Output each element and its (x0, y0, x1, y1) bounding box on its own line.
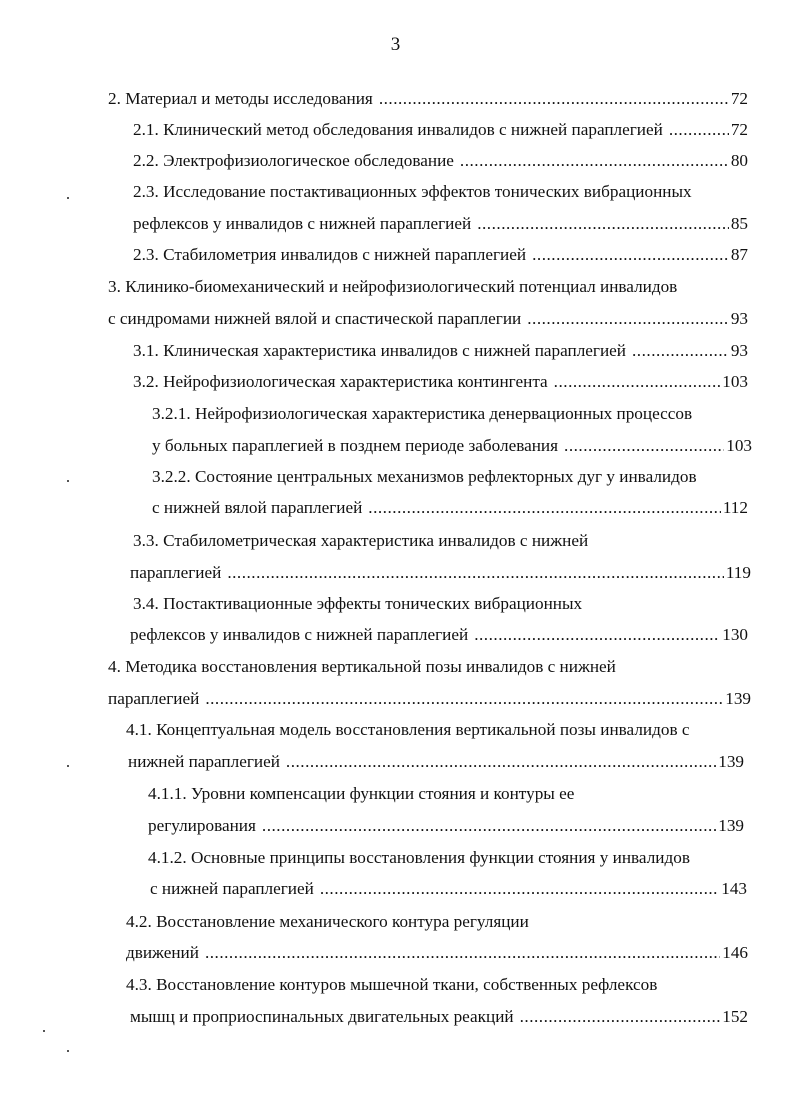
toc-entry (108, 88, 748, 110)
toc-entry-title: 3.1. Клиническая характеристика инвалидов с нижней параплегией (133, 341, 626, 360)
toc-entry-page: 103 (722, 372, 748, 391)
toc-entry (133, 213, 748, 235)
toc-entry (130, 1006, 748, 1028)
toc-entry-continued (126, 719, 690, 741)
toc-entry-title: 4.2. Восстановление механического контура регуляции (126, 912, 529, 931)
toc-entry-title: 3.3. Стабилометрическая характеристика инвалидов с нижней (133, 531, 589, 550)
toc-leader-dots (564, 435, 724, 457)
toc-entry (133, 340, 748, 362)
toc-entry-title: параплегией (108, 689, 200, 708)
toc-leader-dots (669, 119, 729, 141)
toc-entry-page: 139 (718, 816, 744, 835)
toc-entry-page: 119 (725, 563, 751, 582)
toc-entry-page: 139 (725, 689, 751, 708)
toc-leader-dots (205, 688, 723, 710)
toc-entry (130, 562, 751, 584)
toc-entry-page: 143 (721, 879, 747, 898)
toc-entry-page: 152 (722, 1007, 748, 1026)
toc-entry-title: с нижней параплегией (150, 879, 314, 898)
toc-entry-page: 103 (726, 436, 752, 455)
toc-entry-title: 2.1. Клинический метод обследования инвалидов с нижней параплегией (133, 120, 663, 139)
toc-entry-title: движений (126, 943, 199, 962)
toc-entry-title: 2. Материал и методы исследования (108, 89, 373, 108)
toc-leader-dots (632, 340, 729, 362)
toc-entry (133, 371, 748, 393)
toc-entry (128, 751, 744, 773)
toc-leader-dots (262, 815, 716, 837)
toc-leader-dots (527, 308, 729, 330)
toc-entry-page: 93 (730, 309, 748, 328)
toc-entry (133, 244, 748, 266)
toc-entry-page: 146 (722, 943, 748, 962)
toc-entry-continued (108, 276, 677, 298)
toc-entry-title: 4.3. Восстановление контуров мышечной ткани, собственных рефлексов (126, 975, 658, 994)
toc-entry-continued (126, 911, 529, 933)
toc-entry-title: 2.2. Электрофизиологическое обследование (133, 151, 454, 170)
toc-entry-title: с нижней вялой параплегией (152, 498, 363, 517)
toc-entry (152, 497, 748, 519)
toc-entry (150, 878, 747, 900)
toc-entry (130, 624, 748, 646)
toc-entry-page: 72 (730, 120, 748, 139)
toc-leader-dots (477, 213, 729, 235)
toc-leader-dots (320, 878, 719, 900)
toc-entry-title: 4.1.1. Уровни компенсации функции стояния и контуры ее (148, 784, 575, 803)
scan-speck (43, 1030, 45, 1032)
toc-entry (108, 688, 751, 710)
toc-entry-title: 3.2.1. Нейрофизиологическая характеристика денервационных процессов (152, 404, 693, 423)
toc-entry-page: 139 (718, 752, 744, 771)
page-number: 3 (390, 34, 401, 55)
toc-entry-page: 130 (722, 625, 748, 644)
toc-entry-title: 4.1.2. Основные принципы восстановления функции стояния у инвалидов (148, 848, 690, 867)
toc-leader-dots (368, 497, 721, 519)
toc-entry (108, 308, 748, 330)
toc-entry-continued (133, 593, 582, 615)
toc-entry (133, 119, 748, 141)
toc-entry-continued (152, 403, 692, 425)
toc-entry (148, 815, 744, 837)
toc-leader-dots (379, 88, 729, 110)
toc-entry-continued (133, 181, 692, 203)
toc-entry (133, 150, 748, 172)
scan-speck (67, 1050, 69, 1052)
toc-entry-title: регулирования (148, 816, 256, 835)
toc-entry-continued (148, 847, 690, 869)
toc-entry-title: 2.3. Стабилометрия инвалидов с нижней параплегией (133, 245, 527, 264)
toc-leader-dots (460, 150, 729, 172)
toc-entry-continued (133, 530, 588, 552)
toc-leader-dots (227, 562, 724, 584)
toc-leader-dots (474, 624, 720, 646)
toc-entry-title: параплегией (130, 563, 222, 582)
toc-entry-page: 80 (730, 151, 748, 170)
scan-speck (67, 480, 69, 482)
toc-leader-dots (286, 751, 716, 773)
toc-entry-page: 87 (730, 245, 748, 264)
toc-leader-dots (520, 1006, 721, 1028)
scan-speck (67, 197, 69, 199)
toc-entry-title: у больных параплегией в позднем периоде заболевания (152, 436, 559, 455)
toc-entry-title: 3.2. Нейрофизиологическая характеристика контингента (133, 372, 548, 391)
toc-leader-dots (532, 244, 729, 266)
toc-entry-title: 4.1. Концептуальная модель восстановления вертикальной позы инвалидов с (126, 720, 690, 739)
toc-entry-page: 112 (722, 498, 748, 517)
toc-entry-title: нижней параплегией (128, 752, 280, 771)
toc-entry-title: 3.4. Постактивационные эффекты тонических вибрационных (133, 594, 583, 613)
toc-entry-continued (152, 466, 697, 488)
toc-leader-dots (554, 371, 721, 393)
toc-leader-dots (205, 942, 720, 964)
toc-entry-title: рефлексов у инвалидов с нижней параплегией (133, 214, 472, 233)
toc-entry (152, 435, 752, 457)
toc-entry-page: 85 (730, 214, 748, 233)
toc-entry-title: с синдромами нижней вялой и спастической параплегии (108, 309, 522, 328)
scan-speck (67, 765, 69, 767)
toc-entry-title: 4. Методика восстановления вертикальной позы инвалидов с нижней (108, 657, 616, 676)
toc-entry-continued (126, 974, 657, 996)
toc-entry-title: 2.3. Исследование постактивационных эффектов тонических вибрационных (133, 182, 692, 201)
toc-entry-title: 3.2.2. Состояние центральных механизмов рефлекторных дуг у инвалидов (152, 467, 697, 486)
toc-entry-continued (148, 783, 574, 805)
toc-entry-page: 93 (730, 341, 748, 360)
toc-entry-title: 3. Клинико-биомеханический и нейрофизиологический потенциал инвалидов (108, 277, 678, 296)
toc-entry-title: мышц и проприоспинальных двигательных реакций (130, 1007, 514, 1026)
toc-entry (126, 942, 748, 964)
toc-entry-continued (108, 656, 616, 678)
toc-entry-title: рефлексов у инвалидов с нижней параплегией (130, 625, 469, 644)
toc-entry-page: 72 (730, 89, 748, 108)
